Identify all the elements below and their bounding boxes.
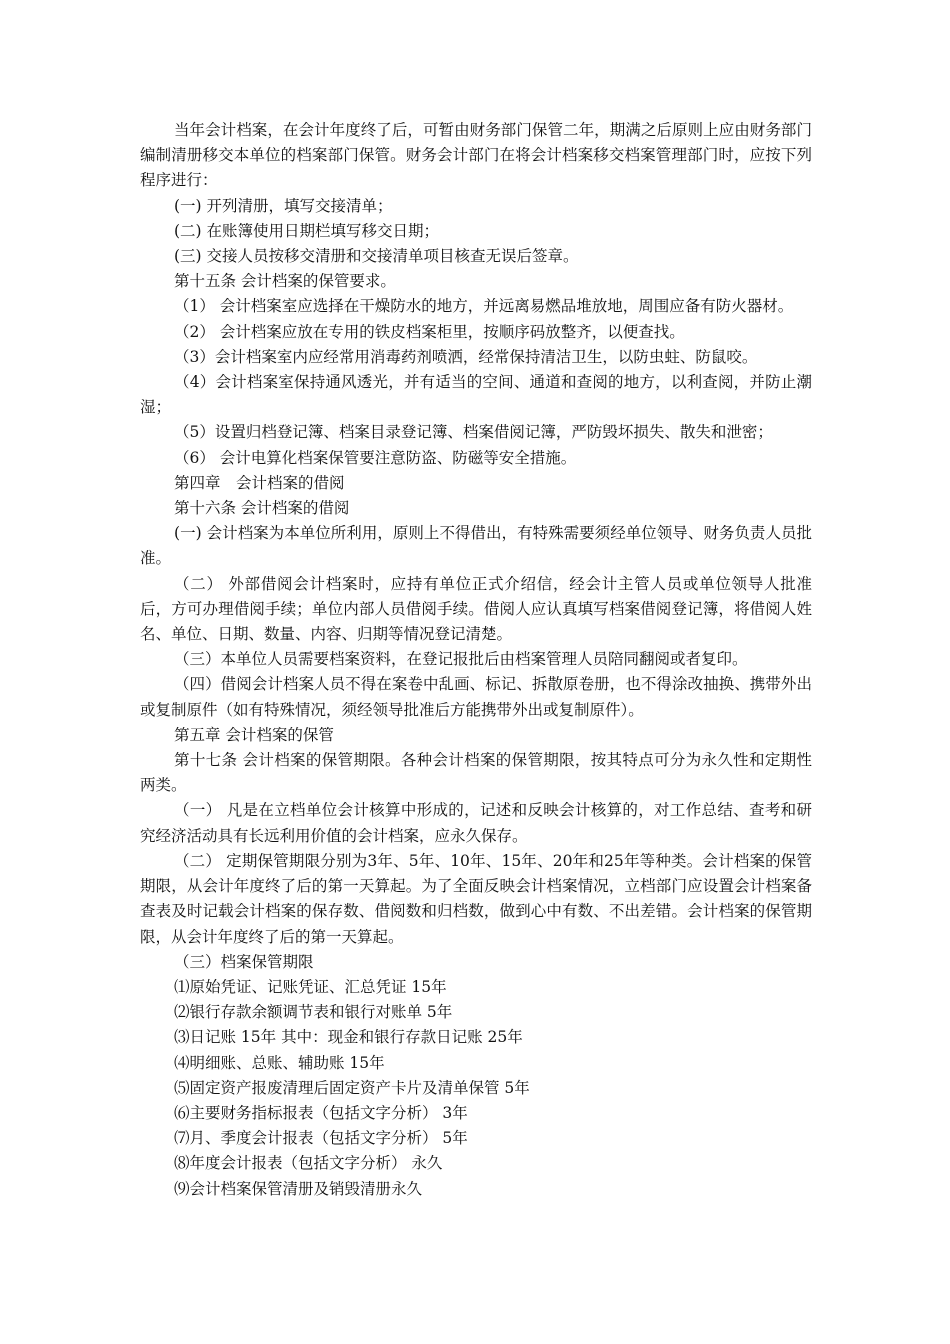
- article-16-heading: 第十六条 会计档案的借阅: [174, 499, 350, 518]
- article-17-item-1: （一） 凡是在立档单位会计核算中形成的，记述和反映会计核算的，对工作总结、查考和研究经济活动具有长远利用价值的会计档案，应永久保存。: [140, 801, 812, 845]
- paragraph-intro: 当年会计档案，在会计年度终了后，可暂由财务部门保管二年，期满之后原则上应由财务部门编制清册移交本单位的档案部门保管。财务会计部门在将会计档案移交档案管理部门时，应按下列程序进行：: [140, 121, 812, 190]
- article-15-item-2: （2） 会计档案应放在专用的铁皮档案柜里，按顺序码放整齐，以便查找。: [174, 322, 685, 341]
- retention-item-5: ⑸固定资产报废清理后固定资产卡片及清单保管 5年: [174, 1078, 530, 1097]
- article-16-item-3: （三）本单位人员需要档案资料，在登记报批后由档案管理人员陪同翻阅或者复印。: [174, 650, 748, 669]
- document-body: [140, 118, 812, 1202]
- article-16-item-2: （二） 外部借阅会计档案时，应持有单位正式介绍信，经会计主管人员或单位领导人批准后，方可办理借阅手续；单位内部人员借阅手续。借阅人应认真填写档案借阅登记簿，将借阅人姓名、单位、日期、数量、内容、归期等情况登记清楚。: [140, 574, 812, 644]
- chapter-4-heading: 第四章 会计档案的借阅: [174, 473, 345, 492]
- article-17-item-3: （三）档案保管期限: [174, 952, 314, 971]
- article-16-item-4: （四）借阅会计档案人员不得在案卷中乱画、标记、拆散原卷册，也不得涂改抽换、携带外出或复制原件（如有特殊情况，须经领导批准后方能携带外出或复制原件）。: [140, 675, 812, 719]
- procedure-item-2: (二) 在账簿使用日期栏填写移交日期；: [174, 221, 440, 240]
- retention-item-6: ⑹主要财务指标报表（包括文字分析） 3年: [174, 1103, 468, 1122]
- procedure-item-3: (三) 交接人员按移交清册和交接清单项目核查无误后签章。: [174, 247, 579, 266]
- retention-item-1: ⑴原始凭证、记账凭证、汇总凭证 15年: [174, 977, 447, 996]
- article-17-item-2: （二） 定期保管期限分别为3年、5年、10年、15年、20年和25年等种类。会计档案的保管期限，从会计年度终了后的第一天算起。为了全面反映会计档案情况，立档部门应设置会计档案备查表及时记载会计档案的保存数、借阅数和归档数，做到心中有数、不出差错。会计档案的保管期限，从会计年度终了后的第一天算起。: [140, 851, 812, 946]
- article-17-heading: 第十七条 会计档案的保管期限。各种会计档案的保管期限，按其特点可分为永久性和定期性两类。: [140, 751, 812, 795]
- chapter-5-heading: 第五章 会计档案的保管: [174, 725, 334, 744]
- retention-item-3: ⑶日记账 15年 其中：现金和银行存款日记账 25年: [174, 1028, 523, 1047]
- retention-item-7: ⑺月、季度会计报表（包括文字分析） 5年: [174, 1129, 468, 1148]
- retention-item-8: ⑻年度会计报表（包括文字分析） 永久: [174, 1154, 443, 1173]
- procedure-item-1: (一) 开列清册，填写交接清单；: [174, 196, 393, 215]
- retention-item-9: ⑼会计档案保管清册及销毁清册永久: [174, 1179, 423, 1198]
- article-15-item-1: （1） 会计档案室应选择在干燥防水的地方，并远离易燃品堆放地，周围应备有防火器材。: [174, 297, 794, 316]
- article-15-item-5: （5）设置归档登记簿、档案目录登记簿、档案借阅记簿，严防毁坏损失、散失和泄密；: [174, 423, 773, 442]
- article-16-item-1: (一) 会计档案为本单位所利用，原则上不得借出，有特殊需要须经单位领导、财务负责人员批准。: [140, 524, 812, 568]
- article-15-item-3: （3）会计档案室内应经常用消毒药剂喷洒，经常保持清洁卫生，以防虫蛀、防鼠咬。: [174, 347, 758, 366]
- article-15-heading: 第十五条 会计档案的保管要求。: [174, 272, 396, 291]
- article-15-item-4: （4）会计档案室保持通风透光，并有适当的空间、通道和查阅的地方，以利查阅，并防止潮湿；: [140, 373, 812, 417]
- article-15-item-6: （6） 会计电算化档案保管要注意防盗、防磁等安全措施。: [174, 448, 577, 467]
- retention-item-4: ⑷明细账、总账、辅助账 15年: [174, 1053, 385, 1072]
- retention-item-2: ⑵银行存款余额调节表和银行对账单 5年: [174, 1003, 453, 1022]
